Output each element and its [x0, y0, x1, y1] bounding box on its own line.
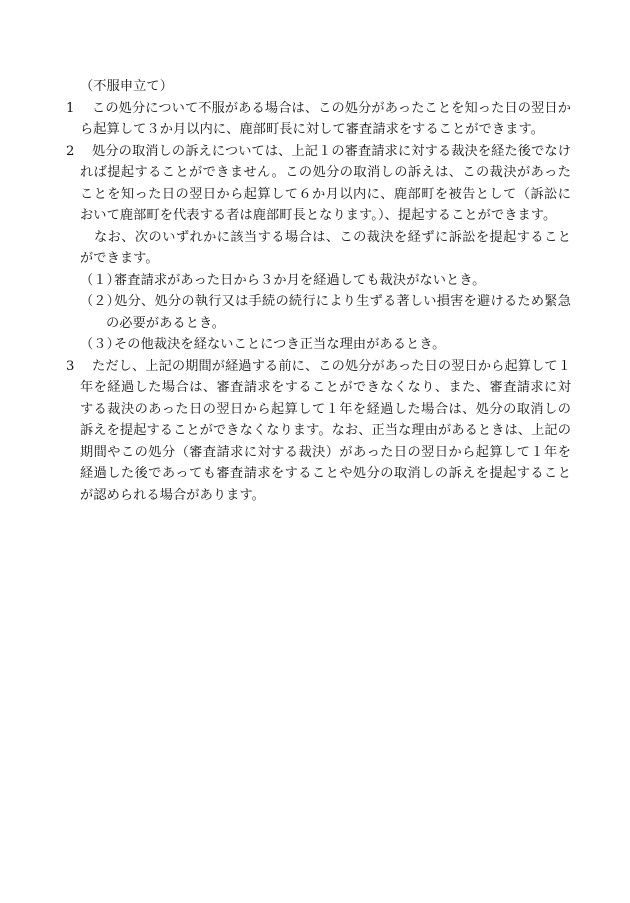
item-1: [66, 98, 571, 141]
item-2-note: なお、次のいずれかに該当する場合は、この裁決を経ずに訴訟を提起することができます。: [80, 229, 571, 266]
item-3-text: ただし、上記の期間が経過する前に、この処分があった日の翌日から起算して１年を経過した場合は、審査請求をすることができなくなり、また、審査請求に対する裁決のあった日の翌日から起算して１年を経過した場合は、処分の取消しの訴えを提起することができなくなります。なお、正当な理由があるときは、上記の期間やこの処分（審査請求に対する裁決）があった日の翌日から起算して１年を経過した後であっても審査請求をすることや処分の取消しの訴えを提起することが認められる場合があります。: [80, 358, 571, 503]
subitem-1-text: 審査請求があった日から３か月を経過しても裁決がないとき。: [114, 272, 486, 288]
subitem-2-number: （２）: [80, 294, 120, 309]
item-2: [66, 141, 571, 227]
subitem-1: [66, 270, 571, 292]
item-1-text: この処分について不服がある場合は、この処分があったことを知った日の翌日から起算して３か月以内に、鹿部町長に対して審査請求をすることができます。: [80, 100, 571, 137]
item-3: [66, 356, 571, 507]
subitem-3: [66, 334, 571, 356]
item-2-text: 処分の取消しの訴えについては、上記１の審査請求に対する裁決を経た後でなければ提起することができません。この処分の取消しの訴えは、この裁決があったことを知った日の翌日から起算して６か月以内に、鹿部町を被告として（訴訟において鹿部町を代表する者は鹿部町長となります。）、提起することができます。: [80, 143, 571, 223]
document-body: [66, 76, 571, 506]
subitem-1-number: （１）: [80, 272, 120, 288]
item-3-number: 3: [66, 358, 75, 374]
subitem-2: [66, 291, 571, 334]
section-heading: （不服申立て）: [80, 79, 174, 94]
subitem-3-number: （３）: [80, 337, 120, 352]
item-2-number: 2: [66, 143, 75, 159]
subitem-2-text: 処分、処分の執行又は手続の続行により生ずる著しい損害を避けるため緊急の必要があるとき。: [106, 294, 571, 331]
subitem-3-text: その他裁決を経ないことにつき正当な理由があるとき。: [114, 337, 446, 352]
item-1-number: 1: [66, 100, 75, 116]
